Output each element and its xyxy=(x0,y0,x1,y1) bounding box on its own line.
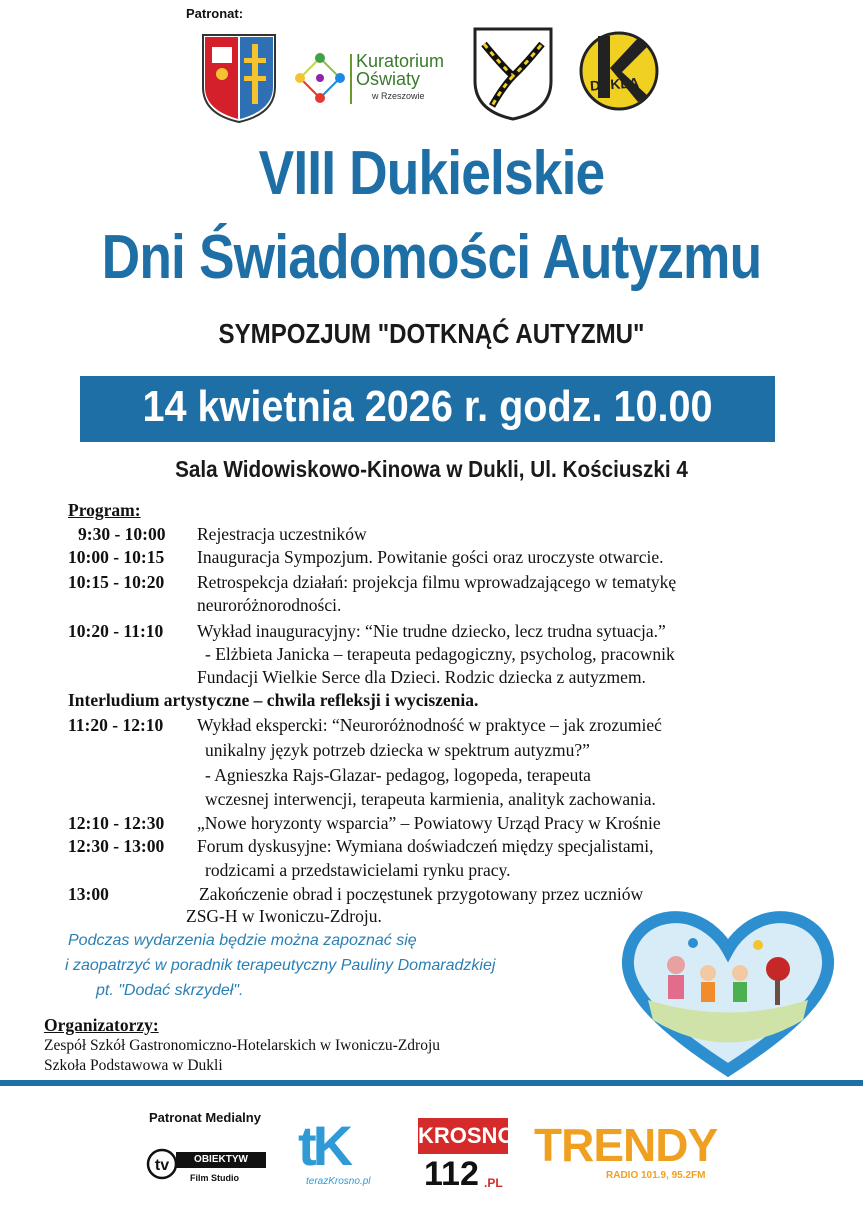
terazkrosno-sub: terazKrosno.pl xyxy=(306,1176,371,1187)
program-text: Wykład ekspercki: “Neuroróżnodność w praktyce – jak zrozumieć xyxy=(197,715,662,735)
date-banner xyxy=(80,376,775,442)
obiektyw-name: OBIEKTYW xyxy=(176,1152,266,1168)
tv-icon xyxy=(146,1148,178,1180)
symposium-subtitle: SYMPOZJUM "DOTKNĄĆ AUTYZMU" xyxy=(218,318,645,349)
trendy-radio-logo: TRENDY xyxy=(534,1119,718,1171)
kuratorium-name-2: Oświaty xyxy=(356,69,421,89)
program-text: wczesnej interwencji, terapeuta karmienia, analityk zachowania. xyxy=(205,789,656,809)
note-line-3: pt. "Dodać skrzydeł". xyxy=(96,982,244,999)
kuratorium-name-3: w Rzeszowie xyxy=(372,91,425,101)
program-time: 11:20 - 12:10 xyxy=(68,715,164,735)
program-text: Forum dyskusyjne: Wymiana doświadczeń między specjalistami, xyxy=(197,836,654,856)
program-text: - Elżbieta Janicka – terapeuta pedagogiczny, psycholog, pracownik xyxy=(205,644,675,664)
program-text: neuroróżnorodności. xyxy=(197,595,342,615)
svg-text:tv: tv xyxy=(154,1157,170,1174)
note-line-2: i zaopatrzyć w poradnik terapeutyczny Pauliny Domaradzkiej xyxy=(65,957,496,974)
krosno112-number: 112 xyxy=(424,1155,479,1193)
program-time: 13:00 xyxy=(68,884,109,904)
program-text: ZSG-H w Iwoniczu-Zdroju. xyxy=(186,906,382,926)
program-interlude: Interludium artystyczne – chwila refleksji i wyciszenia. xyxy=(68,690,479,710)
kuratorium-dots-logo xyxy=(292,50,350,106)
program-text: Retrospekcja działań: projekcja filmu wprowadzającego w tematykę xyxy=(197,572,677,592)
krosno112-logo-top: KROSNO xyxy=(418,1118,508,1154)
program-text: „Nowe horyzonty wsparcia” – Powiatowy Urząd Pracy w Krośnie xyxy=(197,813,661,833)
kuratorium-divider xyxy=(350,54,352,104)
krosno-county-crest-logo xyxy=(200,32,278,124)
event-venue: Sala Widowiskowo-Kinowa w Dukli, Ul. Kościuszki 4 xyxy=(175,456,688,482)
obiektyw-sub: Film Studio xyxy=(190,1173,239,1183)
program-text: Fundacji Wielkie Serce dla Dzieci. Rodzic dziecka z autyzmem. xyxy=(197,667,646,687)
patronat-label: Patronat: xyxy=(186,6,244,21)
program-text: unikalny język potrzeb dziecka w spektrum autyzmu?” xyxy=(205,740,590,760)
event-date: 14 kwietnia 2026 r. godz. 10.00 xyxy=(142,382,713,431)
program-text: Zakończenie obrad i poczęstunek przygotowany przez uczniów xyxy=(199,884,644,904)
program-time: 12:30 - 13:00 xyxy=(68,836,165,856)
terazkrosno-logo: tK xyxy=(298,1114,350,1177)
media-patronage-label: Patronat Medialny xyxy=(149,1110,261,1125)
kuratorium-name-1: Kuratorium xyxy=(356,51,445,71)
program-heading: Program: xyxy=(68,500,141,520)
program-time: 12:10 - 12:30 xyxy=(68,813,165,833)
footer-divider xyxy=(0,1080,863,1086)
note-line-1: Podczas wydarzenia będzie można zapoznać się xyxy=(68,932,417,949)
title-line-2: Dni Świadomości Autyzmu xyxy=(101,223,762,292)
program-text: rodzicami a przedstawicielami rynku pracy. xyxy=(205,860,511,880)
title-line-1: VIII Dukielskie xyxy=(258,139,605,208)
obiektyw-logo xyxy=(146,1148,271,1183)
organizer-2: Szkoła Podstawowa w Dukli xyxy=(44,1057,223,1074)
program-text: - Agnieszka Rajs-Glazar- pedagog, logopeda, terapeuta xyxy=(205,765,591,785)
program-time: 10:20 - 11:10 xyxy=(68,621,164,641)
trendy-radio-sub: RADIO 101.9, 95.2FM xyxy=(606,1170,706,1181)
program-time: 10:15 - 10:20 xyxy=(68,572,165,592)
program-text: Wykład inauguracyjny: “Nie trudne dziecko, lecz trudna sytuacja.” xyxy=(197,621,666,641)
dukla-k-logo xyxy=(576,28,662,114)
program-text: Rejestracja uczestników xyxy=(197,524,367,544)
organizers-heading: Organizatorzy: xyxy=(44,1015,159,1035)
dukla-logo-text: DUKLA xyxy=(589,74,640,94)
heart-drawing-image xyxy=(618,905,838,1077)
krosno112-pl: .PL xyxy=(484,1176,503,1190)
organizer-1: Zespół Szkół Gastronomiczno-Hotelarskich w Iwoniczu-Zdroju xyxy=(44,1037,441,1054)
program-text: Inauguracja Sympozjum. Powitanie gości oraz uroczyste otwarcie. xyxy=(197,547,664,567)
program-time: 10:00 - 10:15 xyxy=(68,547,165,567)
program-time: 9:30 - 10:00 xyxy=(78,524,166,544)
dukla-crest-logo xyxy=(472,26,554,122)
